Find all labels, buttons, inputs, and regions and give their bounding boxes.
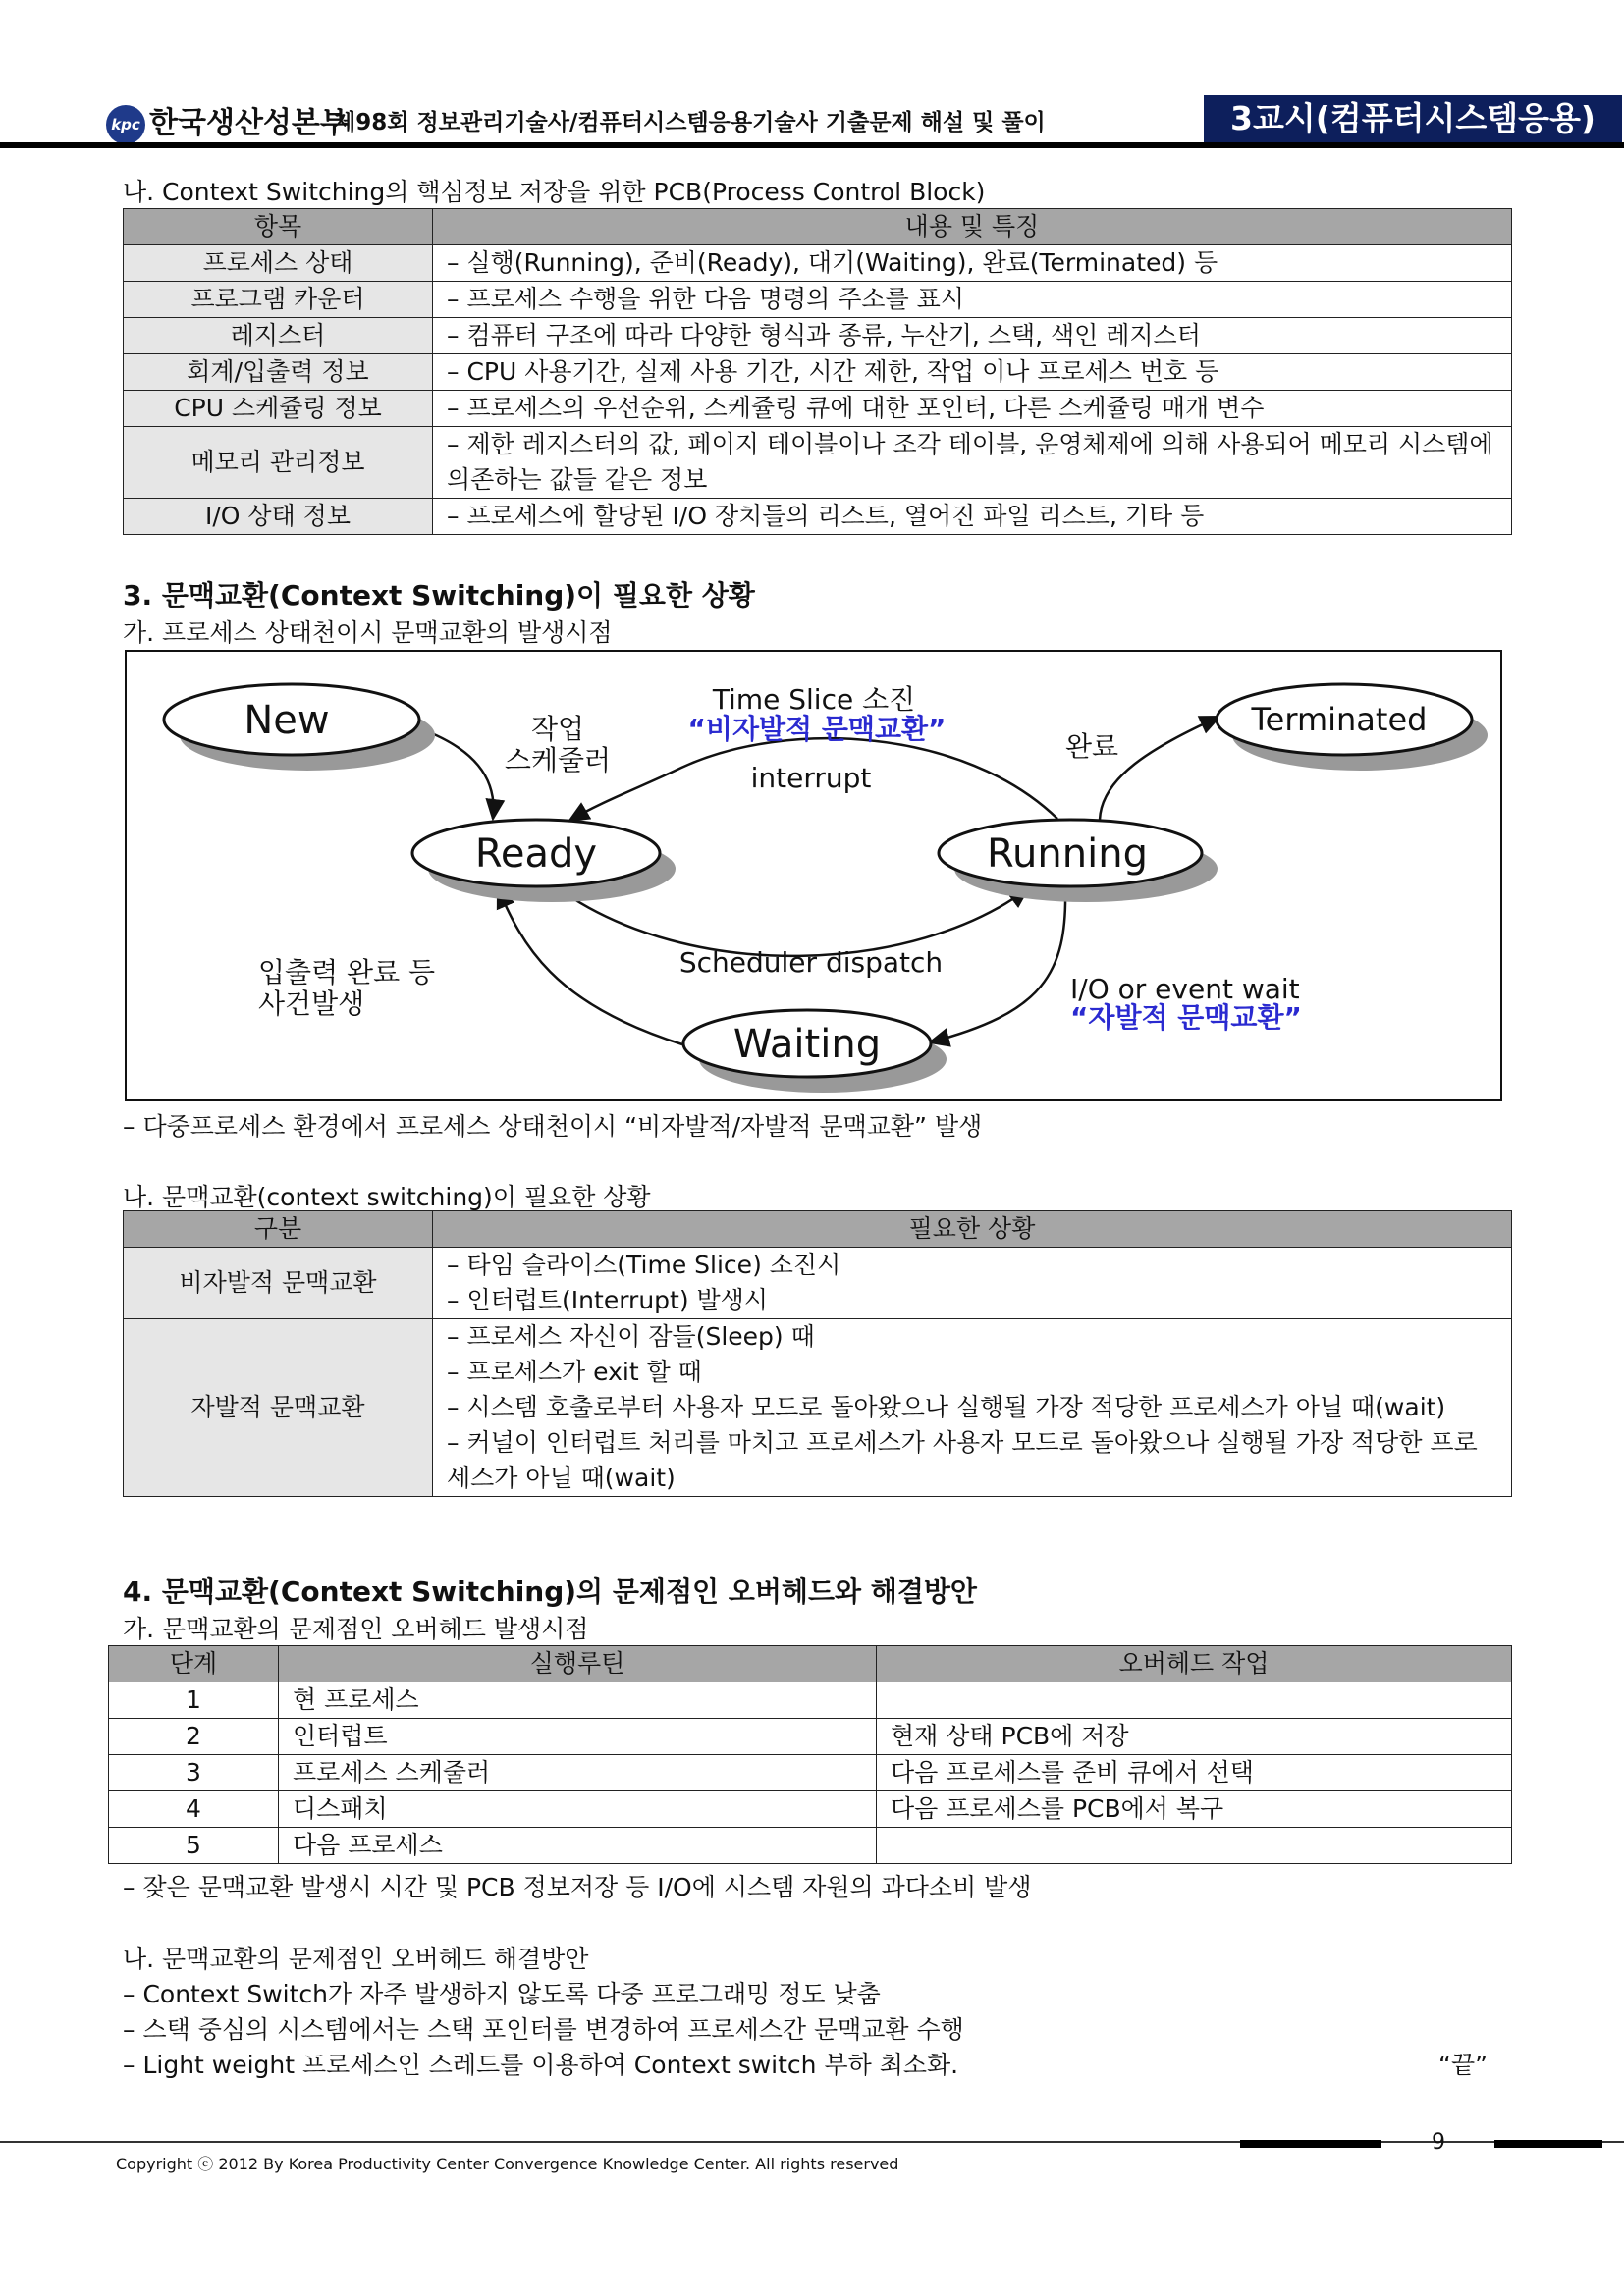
overhead-note: – 잦은 문맥교환 발생시 시간 및 PCB 정보저장 등 I/O에 시스템 자원의 과다소비 발생 <box>123 1873 1032 1901</box>
col-header: 항목 <box>124 209 433 245</box>
state-label: Terminated <box>1251 701 1428 738</box>
label-scheduler: 스케줄러 <box>504 744 612 776</box>
section-4-heading: 4. 문맥교환(Context Switching)의 문제점인 오버헤드와 해결방안 <box>123 1575 977 1608</box>
overhead-table <box>108 1645 1512 1864</box>
col-header: 실행루틴 <box>279 1646 877 1682</box>
solution-item: – Light weight 프로세스인 스레드를 이용하여 Context switch 부하 최소화. <box>123 2051 959 2079</box>
col-header: 내용 및 특징 <box>433 209 1512 245</box>
subheading: 나. 문맥교환(context switching)이 필요한 상황 <box>123 1183 651 1211</box>
label-io-done: 입출력 완료 등 <box>258 956 436 988</box>
table-row: 4 디스패치 다음 프로세스를 PCB에서 복구 <box>109 1791 1512 1828</box>
pcb-heading: 나. Context Switching의 핵심정보 저장을 위한 PCB(Process Control Block) <box>123 178 986 206</box>
table-row: 2 인터럽트 현재 상태 PCB에 저장 <box>109 1719 1512 1755</box>
label-interrupt: interrupt <box>750 762 872 794</box>
state-label: Ready <box>474 831 598 877</box>
state-label: Running <box>987 831 1148 877</box>
subheading: 나. 문맥교환의 문제점인 오버헤드 해결방안 <box>123 1945 589 1973</box>
document-title: 제98회 정보관리기술사/컴퓨터시스템응용기술사 기출문제 해설 및 풀이 <box>334 110 1046 135</box>
col-header: 필요한 상황 <box>433 1211 1512 1248</box>
table-row: 3 프로세스 스케줄러 다음 프로세스를 준비 큐에서 선택 <box>109 1755 1512 1791</box>
label-io-wait: I/O or event wait <box>1070 973 1300 1005</box>
label-voluntary: “자발적 문맥교환” <box>1070 1001 1302 1034</box>
table-row: 프로그램 카운터 – 프로세스 수행을 위한 다음 명령의 주소를 표시 <box>124 282 1512 318</box>
session-badge: 3교시(컴퓨터시스템응용) <box>1204 95 1622 142</box>
label-job: 작업 <box>530 713 585 745</box>
end-mark: “끝” <box>1438 2051 1489 2079</box>
section-3-heading: 3. 문맥교환(Context Switching)이 필요한 상황 <box>123 579 755 612</box>
subheading: 가. 문맥교환의 문제점인 오버헤드 발생시점 <box>123 1615 589 1643</box>
label-done: 완료 <box>1064 730 1119 763</box>
logo: kpc 한국생산성본부 <box>106 98 349 144</box>
table-row: 회계/입출력 정보 – CPU 사용기간, 실제 사용 기간, 시간 제한, 작업 이나 프로세스 번호 등 <box>124 354 1512 391</box>
table-row: 프로세스 상태 – 실행(Running), 준비(Ready), 대기(Waiting), 완료(Terminated) 등 <box>124 245 1512 282</box>
state-label: Waiting <box>732 1022 882 1067</box>
table-row: 비자발적 문맥교환 – 타임 슬라이스(Time Slice) 소진시 – 인터럽트(Interrupt) 발생시 <box>124 1248 1512 1319</box>
footer-bar <box>1240 2140 1381 2148</box>
header-divider <box>0 142 1624 148</box>
table-row: 메모리 관리정보 – 제한 레지스터의 값, 페이지 테이블이나 조각 테이블, 운영체제에 의해 사용되어 메모리 시스템에 의존하는 값들 같은 정보 <box>124 427 1512 499</box>
col-header: 단계 <box>109 1646 279 1682</box>
label-time-slice: Time Slice 소진 <box>712 683 916 716</box>
page-number: 9 <box>1432 2130 1445 2155</box>
footer-bar <box>1494 2140 1602 2148</box>
table-row: I/O 상태 정보 – 프로세스에 할당된 I/O 장치들의 리스트, 열어진 파일 리스트, 기타 등 <box>124 499 1512 535</box>
label-dispatch: Scheduler dispatch <box>678 946 944 979</box>
arrow-event-done <box>498 888 682 1044</box>
diagram-caption: – 다중프로세스 환경에서 프로세스 상태천이시 “비자발적/자발적 문맥교환” 발생 <box>123 1112 983 1141</box>
table-row: 1 현 프로세스 <box>109 1682 1512 1719</box>
pcb-table <box>123 208 1512 535</box>
col-header: 구분 <box>124 1211 433 1248</box>
context-switch-table <box>123 1210 1512 1497</box>
state-label: New <box>244 698 330 743</box>
process-state-diagram <box>125 650 1502 1101</box>
subheading: 가. 프로세스 상태천이시 문맥교환의 발생시점 <box>123 618 613 647</box>
table-row: 자발적 문맥교환 – 프로세스 자신이 잠들(Sleep) 때 – 프로세스가 exit 할 때 – 시스템 호출로부터 사용자 모드로 돌아왔으나 실행될 가장 적당한 프로세스가 아닐 때(wait) – 커널이 인터럽트 처리를 마치고 프로세스가 사용자 모드로 돌아왔으나 실행될 가장 적당한 프로세스가 아닐 때(wait) <box>124 1319 1512 1497</box>
arrow-io-wait <box>930 888 1065 1042</box>
solution-item: – 스택 중심의 시스템에서는 스택 포인터를 변경하여 프로세스간 문맥교환 수행 <box>123 2015 964 2044</box>
table-row: 레지스터 – 컴퓨터 구조에 따라 다양한 형식과 종류, 누산기, 스택, 색인 레지스터 <box>124 318 1512 354</box>
table-row: CPU 스케쥴링 정보 – 프로세스의 우선순위, 스케쥴링 큐에 대한 포인터, 다른 스케쥴링 매개 변수 <box>124 391 1512 427</box>
table-row: 5 다음 프로세스 <box>109 1828 1512 1864</box>
label-event: 사건발생 <box>258 988 365 1020</box>
copyright: Copyright ⓒ 2012 By Korea Productivity Center Convergence Knowledge Center. All rights reserved <box>116 2155 899 2173</box>
solution-item: – Context Switch가 자주 발생하지 않도록 다중 프로그래밍 정도 낮춤 <box>123 1980 881 2008</box>
label-involuntary: “비자발적 문맥교환” <box>687 713 947 745</box>
col-header: 오버헤드 작업 <box>877 1646 1512 1682</box>
